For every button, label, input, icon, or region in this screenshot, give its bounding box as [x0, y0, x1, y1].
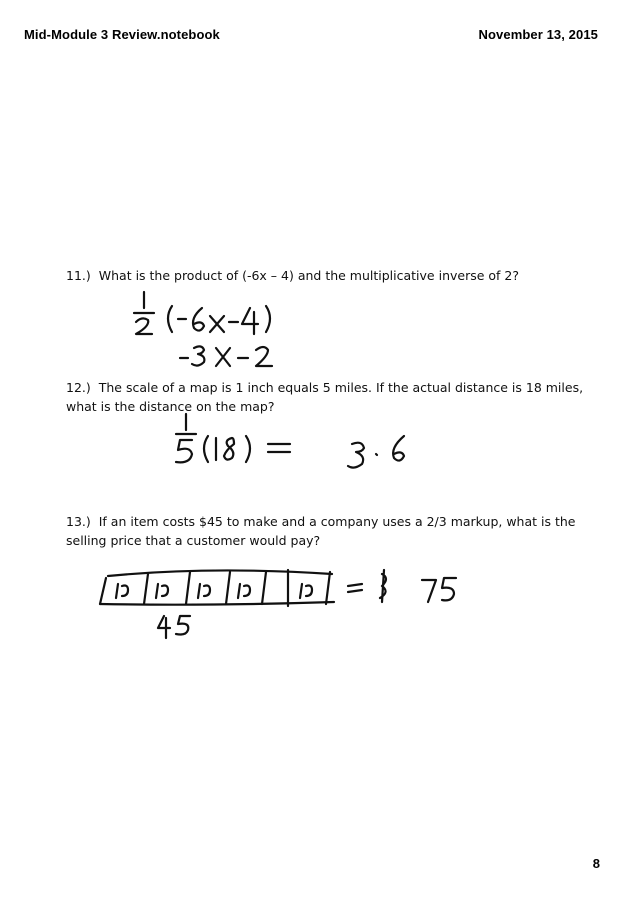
- page-date: November 13, 2015: [478, 27, 598, 42]
- question-11: [66, 266, 596, 285]
- handwritten-answer-12: [172, 412, 442, 474]
- handwritten-answer-11: [130, 288, 330, 370]
- question-12: [66, 378, 596, 416]
- question-number: 11.): [66, 268, 91, 283]
- question-text: What is the product of (-6x – 4) and the multiplicative inverse of 2?: [98, 268, 520, 283]
- question-text: The scale of a map is 1 inch equals 5 miles. If the actual distance is 18 miles, what is the distance on the map?: [66, 380, 584, 414]
- question-number: 13.): [66, 514, 91, 529]
- question-number: 12.): [66, 380, 91, 395]
- page-number: 8: [592, 856, 600, 871]
- notebook-title: Mid-Module 3 Review.notebook: [24, 27, 220, 42]
- handwritten-answer-13: [90, 562, 510, 642]
- question-13: [66, 512, 596, 550]
- question-text: If an item costs $45 to make and a company uses a 2/3 markup, what is the selling price that a customer would pay?: [66, 514, 576, 548]
